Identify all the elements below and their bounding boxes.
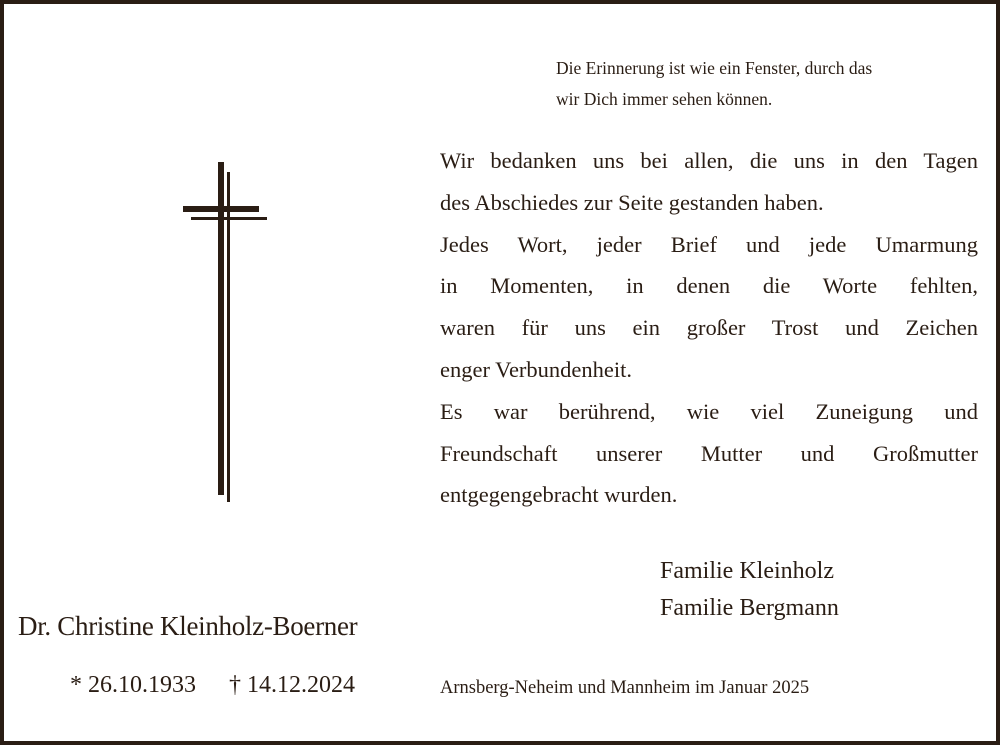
death-date: † 14.12.2024 (229, 672, 355, 698)
message-line: enger Verbundenheit. (440, 357, 633, 382)
message-line: in Momenten, in denen die Worte fehlten, (440, 273, 978, 299)
family-name: Familie Kleinholz (660, 558, 834, 584)
birth-date: * 26.10.1933 (70, 672, 196, 698)
message-line: Freundschaft unserer Mutter und Großmutter (440, 440, 978, 466)
message-line: Es war berührend, wie viel Zuneigung und (440, 398, 978, 424)
quote-line: wir Dich immer sehen können. (556, 89, 773, 109)
quote-line: Die Erinnerung ist wie ein Fenster, durch das (556, 58, 873, 78)
message-line: Wir bedanken uns bei allen, die uns in den Tagen (440, 148, 978, 173)
family-name: Familie Bergmann (660, 595, 839, 621)
message-line: des Abschiedes zur Seite gestanden haben. (440, 189, 824, 215)
message-line: entgegengebracht wurden. (440, 482, 678, 508)
message-line: waren für uns ein großer Trost und Zeichen (440, 315, 978, 341)
place-date: Arnsberg-Neheim und Mannheim im Januar 2025 (440, 678, 810, 698)
deceased-name: Dr. Christine Kleinholz-Boerner (18, 611, 358, 641)
message-line: Jedes Wort, jeder Brief und jede Umarmung (440, 231, 978, 257)
